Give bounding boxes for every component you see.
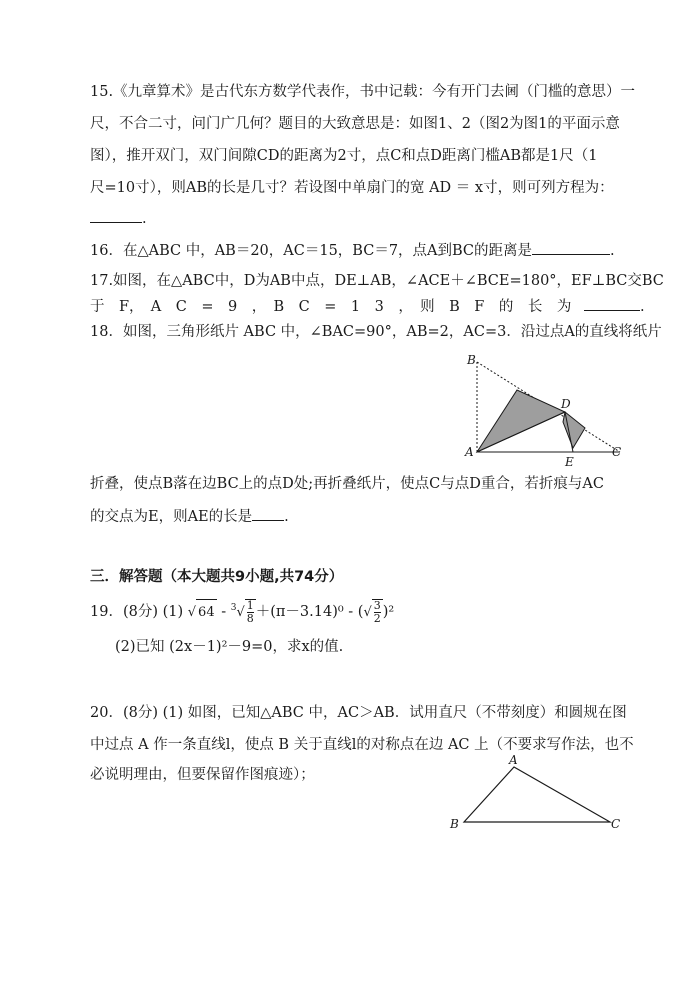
q19-frac1-den: 8	[246, 612, 254, 626]
q18-line-1: 18．如图，三角形纸片 ABC 中，∠BAC=90°，AB=2，AC=3．沿过点A的直线将纸片	[90, 324, 662, 340]
q19-line-1	[90, 595, 395, 626]
q20-line-1: 20．(8分) (1) 如图，已知△ABC 中，AC＞AB．试用直尺（不带刻度）和圆规在图	[90, 705, 627, 721]
q15-line-2: 尺，不合二寸，问门广几何？题目的大致意思是：如图1、2（图2为图1的平面示意	[90, 116, 620, 132]
q19-sqrt-frac: √ $\frac{3}{2}$	[363, 599, 381, 626]
q18-period: .	[284, 509, 289, 525]
q20-line-2: 中过点 A 作一条直线l，使点 B 关于直线l的对称点在边 AC 上（不要求写作法，也不	[90, 737, 634, 753]
figure-20	[445, 754, 625, 834]
q17-answer-blank[interactable]	[584, 296, 640, 311]
q15-line-4: 尺=10寸），则AB的长是几寸？若设图中单扇门的宽 AD ＝ x寸，则可列方程为：	[90, 180, 614, 196]
q16-text: 16．在△ABC 中，AB＝20，AC＝15，BC＝7，点A到BC的距离是	[90, 243, 533, 259]
q19-minus: -	[216, 603, 231, 620]
q17-line-1: 17.如图，在△ABC中，D为AB中点，DE⊥AB，∠ACE＋∠BCE=180°，EF⊥BC交BC	[90, 273, 664, 289]
q16-line	[90, 240, 615, 261]
fig18-label-d: D	[561, 397, 571, 411]
q19-frac2-den: 2	[373, 612, 381, 626]
q19-sqrt-64: √ 64	[188, 605, 217, 620]
q19-frac2-num: 3	[373, 599, 381, 613]
q18-text-3: 的交点为E，则AE的长是	[90, 509, 253, 525]
q15-period: .	[142, 211, 147, 227]
fig18-label-a: A	[465, 445, 474, 459]
q18-line-2: 折叠，使点B落在边BC上的点D处;再折叠纸片，使点C与点D重合，若折痕与AC	[90, 476, 604, 492]
q17-text-2: 于 F， A C = 9 ， B C = 1 3 ， 则 B F 的 长 为	[90, 299, 572, 315]
q19-cube-root: √ $\frac{1}{8}$	[236, 599, 254, 626]
figure-18	[455, 350, 625, 472]
fig18-label-e: E	[565, 455, 574, 469]
fig18-label-c: C	[612, 445, 622, 459]
q18-answer-blank[interactable]	[252, 506, 284, 521]
q15-line-3: 图），推开双门，双门间隙CD的距离为2寸，点C和点D距离门槛AB都是1尺（1	[90, 148, 598, 164]
fig18-label-b: B	[467, 353, 476, 367]
q15-line-1: 15.《九章算术》是古代东方数学代表作，书中记载：今有开门去阃（门槛的意思）一	[90, 84, 636, 100]
q19-middle: ＋(π－3.14)⁰ - (	[255, 603, 364, 620]
q17-period: .	[639, 299, 645, 315]
fig20-label-b: B	[450, 817, 459, 831]
q15-answer-blank[interactable]	[90, 208, 142, 223]
q16-answer-blank[interactable]	[532, 240, 610, 255]
q19-close: )²	[382, 603, 395, 620]
fig18-folded-triangle	[477, 390, 565, 452]
q19-prefix: 19．(8分) (1)	[90, 603, 184, 620]
section-3-heading: 三．解答题（本大题共9小题,共74分）	[90, 569, 344, 585]
fig20-label-a: A	[509, 754, 518, 767]
q15-answer-line	[90, 208, 147, 229]
q20-line-3: 必说明理由，但要保留作图痕迹）；	[90, 767, 315, 783]
q19-cube-index: 3	[230, 603, 237, 613]
fig20-label-c: C	[611, 817, 621, 831]
q19-frac1-num: 1	[246, 599, 254, 613]
fig20-triangle-abc	[464, 767, 610, 822]
q16-period: .	[610, 243, 615, 259]
q17-line-2	[90, 296, 645, 317]
q18-line-3	[90, 506, 289, 527]
q19-part-2: (2)已知 (2x－1)²－9=0，求x的值.	[115, 639, 344, 655]
